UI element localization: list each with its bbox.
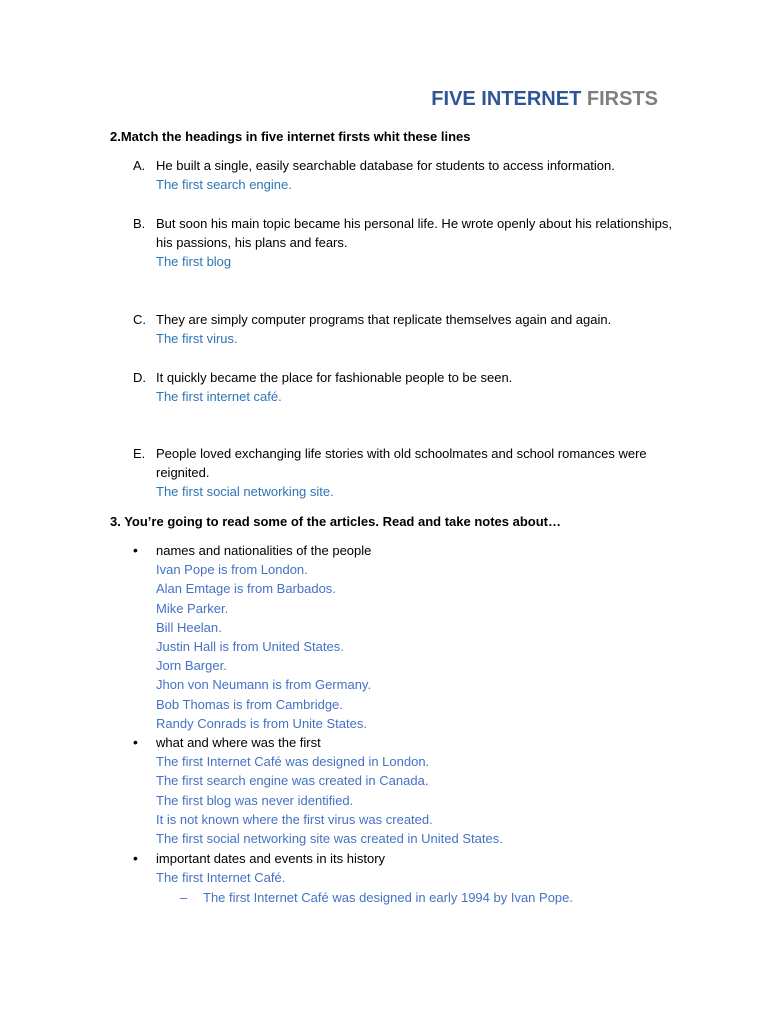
section-2-heading: 2.Match the headings in five internet firsts whit these lines: [110, 129, 471, 144]
item-answer: The first internet café.: [156, 389, 282, 404]
match-item-d: [133, 368, 673, 406]
note-line: Ivan Pope is from London.: [156, 562, 308, 578]
match-item-a: [133, 156, 673, 194]
match-item-b: [133, 214, 673, 271]
notes-bullet-people: [133, 541, 693, 733]
item-answer: The first blog: [156, 254, 232, 269]
note-line: The first social networking site was created in United States.: [156, 831, 503, 847]
item-text: It quickly became the place for fashionable people to be seen.: [156, 370, 513, 385]
item-marker: B.: [133, 216, 146, 231]
note-line: Randy Conrads is from Unite States.: [156, 715, 367, 731]
sub-note: [180, 888, 573, 907]
item-answer: The first virus.: [156, 331, 238, 346]
bullet-label: important dates and events in its history: [156, 851, 386, 866]
item-answer: The first social networking site.: [156, 484, 334, 499]
notes-bullet-dates: [133, 849, 693, 887]
sub-note-text: The first Internet Café was designed in early 1994 by Ivan Pope.: [203, 890, 573, 905]
item-text: People loved exchanging life stories with old schoolmates and school romances were reignited.: [156, 446, 647, 480]
title-part-2: FIRSTS: [586, 88, 658, 110]
note-line: Bob Thomas is from Cambridge.: [156, 696, 343, 712]
note-line: Mike Parker.: [156, 600, 229, 616]
item-text: He built a single, easily searchable database for students to access information.: [156, 158, 615, 173]
item-text: They are simply computer programs that replicate themselves again and again.: [156, 312, 612, 327]
item-text: But soon his main topic became his personal life. He wrote openly about his relationships, his passions, his plans and fears.: [156, 216, 672, 250]
item-answer: The first search engine.: [156, 177, 292, 192]
note-line: The first blog was never identified.: [156, 792, 354, 808]
note-line: The first Internet Café was designed in London.: [156, 754, 430, 770]
section-3-heading: 3. You’re going to read some of the articles. Read and take notes about…: [110, 514, 562, 529]
title-part-1: FIVE INTERNET: [431, 88, 582, 110]
item-marker: C.: [133, 312, 146, 327]
note-line: Justin Hall is from United States.: [156, 639, 344, 655]
match-item-e: [133, 444, 673, 501]
note-line: Bill Heelan.: [156, 619, 222, 635]
bullet-dot: •: [133, 542, 138, 558]
bullet-dot: •: [133, 734, 138, 750]
document-title: [0, 88, 658, 111]
note-line: Alan Emtage is from Barbados.: [156, 581, 336, 597]
item-marker: E.: [133, 446, 146, 461]
item-marker: A.: [133, 158, 146, 173]
dash-marker: –: [180, 890, 188, 905]
bullet-dot: •: [133, 850, 138, 866]
note-line: Jhon von Neumann is from Germany.: [156, 677, 372, 693]
bullet-label: names and nationalities of the people: [156, 543, 372, 558]
note-line: Jorn Barger.: [156, 658, 227, 674]
note-line: The first search engine was created in Canada.: [156, 773, 429, 789]
notes-bullet-firsts: [133, 733, 693, 848]
item-marker: D.: [133, 370, 146, 385]
note-line: It is not known where the first virus was created.: [156, 811, 433, 827]
note-line: The first Internet Café.: [156, 870, 286, 886]
match-item-c: [133, 310, 673, 348]
bullet-label: what and where was the first: [156, 735, 321, 750]
